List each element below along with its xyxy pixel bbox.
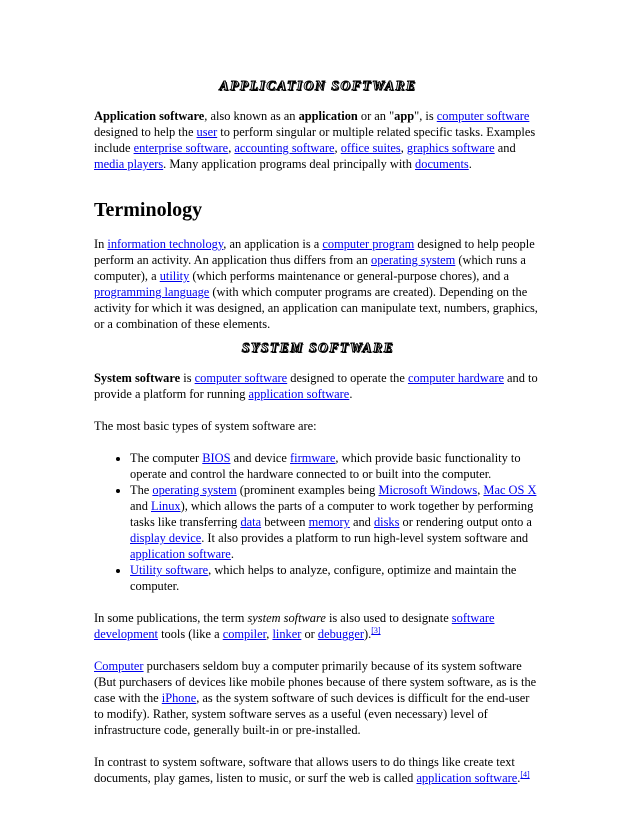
- system-software-types-list: [94, 450, 542, 594]
- list-item: [130, 482, 542, 562]
- text-run: and to provide a platform for running: [94, 371, 538, 401]
- text-run: The: [130, 483, 153, 497]
- text-run: In: [94, 237, 108, 251]
- text-run: ), which allows the parts of a computer to work together by performing tasks like transferring: [130, 499, 534, 529]
- text-run: (prominent examples being: [236, 483, 379, 497]
- text-run: . Many application programs deal principally with: [163, 157, 416, 171]
- text-run: ", is: [414, 109, 437, 123]
- text-run: purchasers seldom buy a computer primarily because of its system software (But purchasers of devices like mobile phones because of there system software, as is the case with the: [94, 659, 537, 705]
- text-run: (with which computer programs are created). Depending on the activity for which it was designed, an application can manipulate text, numbers, graphics, or a combination of these elements.: [94, 285, 538, 331]
- text-run: .: [230, 547, 234, 561]
- terminology-paragraph: [94, 236, 542, 332]
- link-iphone[interactable]: iPhone: [161, 691, 197, 705]
- link-linker[interactable]: linker: [272, 627, 302, 641]
- link-firmware[interactable]: firmware: [290, 451, 336, 465]
- list-item: [130, 450, 542, 482]
- link-bios[interactable]: BIOS: [202, 451, 231, 465]
- text-run: (which performs maintenance or general-purpose chores), and a: [189, 269, 509, 283]
- text-run: between: [261, 515, 309, 529]
- bold-term: Application software: [94, 109, 205, 123]
- text-run: designed to help the: [94, 125, 197, 139]
- text-run: and: [494, 141, 516, 155]
- system-software-title: SYSTEM SOFTWARE: [241, 340, 395, 355]
- bold-term: application: [298, 109, 358, 123]
- link-computer-software[interactable]: computer software: [436, 109, 530, 123]
- text-run: and: [130, 499, 151, 513]
- link-office-suites[interactable]: office suites: [340, 141, 401, 155]
- text-run: .: [468, 157, 472, 171]
- link-memory[interactable]: memory: [308, 515, 350, 529]
- terminology-heading: Terminology: [94, 199, 203, 221]
- link-debugger[interactable]: debugger: [317, 627, 364, 641]
- text-run: designed to help people perform an activity. An application thus differs from an: [94, 237, 535, 267]
- text-run: or rendering output onto a: [399, 515, 532, 529]
- text-run: ).: [364, 627, 372, 641]
- text-run: and device: [230, 451, 291, 465]
- text-run: In contrast to system software, software that allows users to do things like create text documents, play games, listen to music, or surf the web is called: [94, 755, 515, 785]
- link-documents[interactable]: documents: [415, 157, 469, 171]
- text-run: (which runs a computer), a: [94, 253, 526, 283]
- text-run: ,: [266, 627, 273, 641]
- text-run: ,: [334, 141, 341, 155]
- citation: [371, 626, 380, 635]
- text-run: ,: [477, 483, 484, 497]
- text-run: designed to operate the: [287, 371, 408, 385]
- text-run: is: [180, 371, 195, 385]
- link-operating-system[interactable]: operating system: [152, 483, 237, 497]
- link-media-players[interactable]: media players: [94, 157, 164, 171]
- citation-link[interactable]: [4]: [520, 769, 530, 779]
- text-run: ,: [400, 141, 407, 155]
- contrast-paragraph: [94, 754, 542, 786]
- text-run: or an ": [357, 109, 395, 123]
- text-run: In some publications, the term: [94, 611, 248, 625]
- link-accounting-software[interactable]: accounting software: [234, 141, 335, 155]
- link-graphics-software[interactable]: graphics software: [406, 141, 495, 155]
- text-run: .: [517, 771, 521, 785]
- link-enterprise-software[interactable]: enterprise software: [133, 141, 229, 155]
- citation-link[interactable]: [3]: [371, 625, 381, 635]
- intro-paragraph: [94, 108, 542, 172]
- link-application-software[interactable]: application software: [130, 547, 231, 561]
- citation: [520, 770, 529, 779]
- text-run: ,: [228, 141, 235, 155]
- link-computer-software[interactable]: computer software: [194, 371, 288, 385]
- italic-term: system software: [247, 611, 326, 625]
- text-run: , which helps to analyze, configure, optimize and maintain the computer.: [130, 563, 517, 593]
- document-title: APPLICATION SOFTWARE: [219, 78, 417, 93]
- text-run: or: [301, 627, 318, 641]
- text-run: is also used to designate: [325, 611, 452, 625]
- text-run: . It also provides a platform to run high-level system software and: [201, 531, 529, 545]
- text-run: The computer: [130, 451, 203, 465]
- link-application-software[interactable]: application software: [416, 771, 518, 785]
- list-item: [130, 562, 542, 594]
- bold-term: app: [394, 109, 415, 123]
- link-user[interactable]: user: [196, 125, 218, 139]
- link-computer-hardware[interactable]: computer hardware: [407, 371, 504, 385]
- link-utility-software[interactable]: Utility software: [130, 563, 209, 577]
- link-application-software[interactable]: application software: [248, 387, 350, 401]
- bold-term: System software: [94, 371, 181, 385]
- link-microsoft-windows[interactable]: Microsoft Windows: [378, 483, 478, 497]
- text-run: to perform singular or multiple related specific tasks. Examples include: [94, 125, 536, 155]
- text-run: , also known as an: [204, 109, 299, 123]
- link-operating-system[interactable]: operating system: [371, 253, 456, 267]
- text-run: , an application is a: [223, 237, 323, 251]
- publications-paragraph: [94, 610, 542, 642]
- text-run: , which provide basic functionality to operate and control the hardware connected to or built into the computer.: [130, 451, 521, 481]
- link-computer-program[interactable]: computer program: [322, 237, 415, 251]
- link-disks[interactable]: disks: [373, 515, 400, 529]
- types-intro-paragraph: [94, 418, 542, 434]
- purchasers-paragraph: [94, 658, 542, 738]
- text-run: tools (like a: [158, 627, 223, 641]
- link-programming-language[interactable]: programming language: [94, 285, 210, 299]
- link-information-technology[interactable]: information technology: [107, 237, 224, 251]
- link-data[interactable]: data: [240, 515, 262, 529]
- link-computer[interactable]: Computer: [94, 659, 144, 673]
- link-mac-os-x[interactable]: Mac OS X: [483, 483, 537, 497]
- link-linux[interactable]: Linux: [151, 499, 181, 513]
- text-run: .: [349, 387, 353, 401]
- link-display-device[interactable]: display device: [130, 531, 202, 545]
- text-run: , as the system software of such devices is difficult for the end-user to modify). Rather, system software serves as a useful (even necessary) level of infrastructure code, generally built-in or pre-installed.: [94, 691, 530, 737]
- text-run: The most basic types of system software are:: [94, 419, 317, 433]
- system-definition-paragraph: [94, 370, 542, 402]
- link-utility[interactable]: utility: [159, 269, 190, 283]
- link-software-development[interactable]: software development: [94, 611, 495, 641]
- link-compiler[interactable]: compiler: [222, 627, 267, 641]
- text-run: and: [349, 515, 374, 529]
